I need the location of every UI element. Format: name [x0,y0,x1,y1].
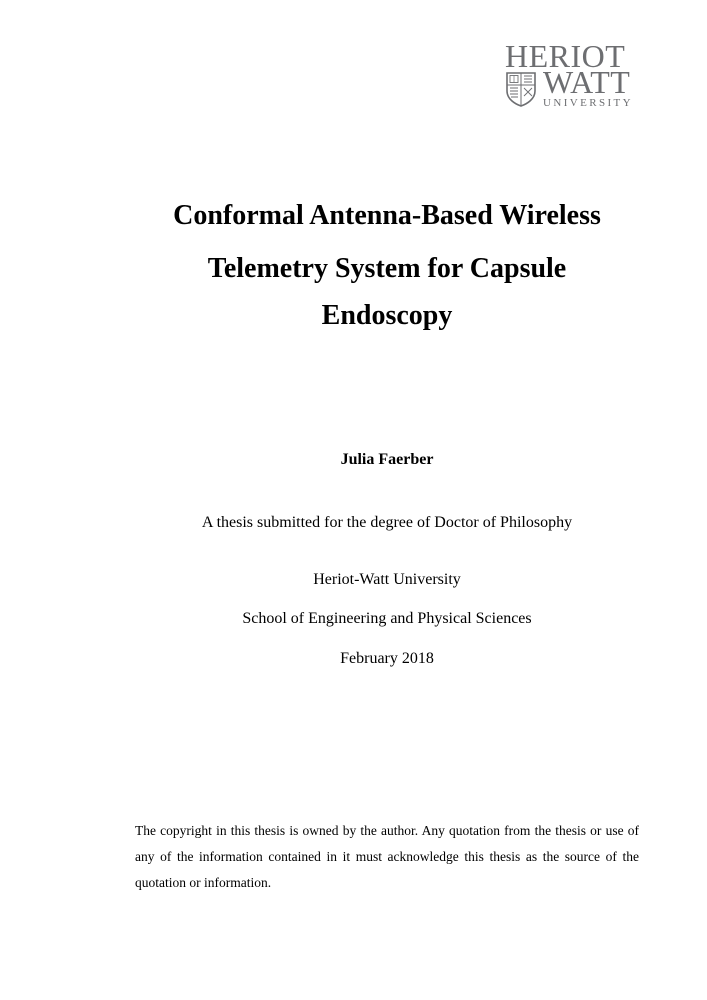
degree-statement: A thesis submitted for the degree of Doctor of Philosophy [201,514,573,531]
institution-name: Heriot-Watt University [313,571,461,588]
submission-date: February 2018 [340,650,434,667]
copyright-notice: The copyright in this thesis is owned by the author. Any quotation from the thesis or use of any of the information contained in it must acknowledge this thesis as the source of the quotation or information. [135,823,639,890]
thesis-title-line-1: Conformal Antenna-Based Wireless [173,200,601,231]
thesis-title-line-2: Telemetry System for Capsule [207,253,567,284]
school-name: School of Engineering and Physical Sciences [242,610,532,627]
university-logo [503,40,643,112]
logo-wordmark-line1: HERIOT [505,38,626,74]
logo-wordmark-line2: WATT [543,64,631,100]
crest-icon [505,71,537,107]
author-name: Julia Faerber [340,451,434,468]
thesis-title-line-3: Endoscopy [321,300,453,331]
logo-wordmark-line3: UNIVERSITY [543,97,633,109]
